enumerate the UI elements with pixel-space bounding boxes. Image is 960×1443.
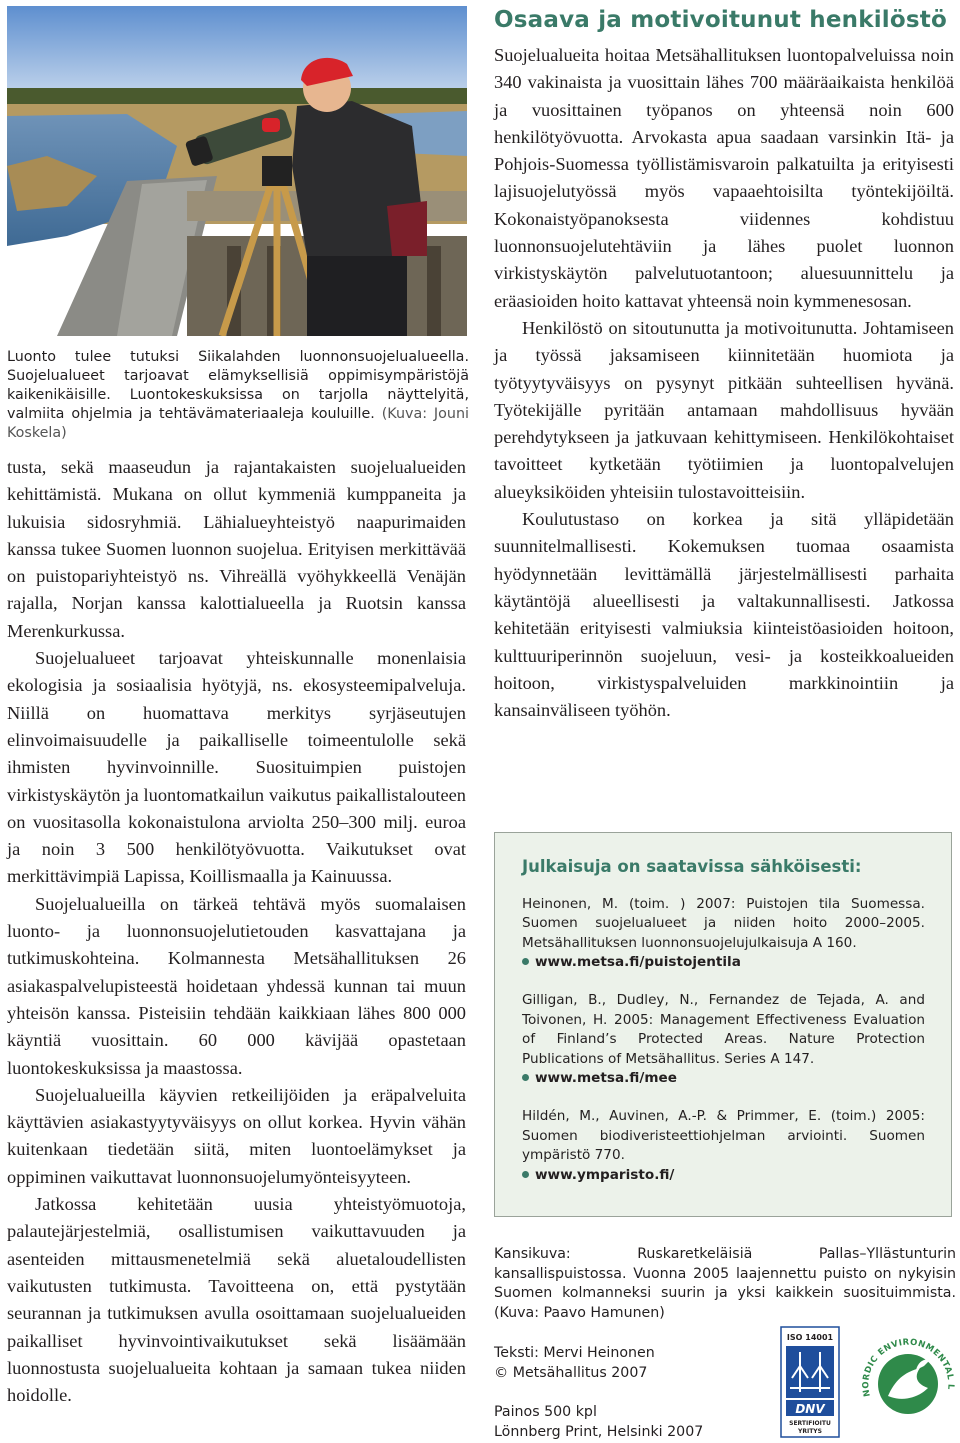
iso-number-text: ISO 14001: [786, 1333, 834, 1342]
right-paragraph-1: Suojelualueita hoitaa Metsähallituksen luontopalveluissa noin 340 vakinaista ja vuosittain lähes 700 määräaikaista henkilöä ja vuosittainen työpanos on yhteensä noin 600 henkilötyövuotta. Arvokasta apua saadaan varsinkin Itä- ja Pohjois-Suomessa työllistämisvaroin palkatuilta ja erityisesti lajisuojelutyössä myös vapaaehtoisilta työntekijöiltä. Kokonaistyöpanoksesta viidennes kohdistuu luonnonsuojelutehtäviin ja lähes puolet luonnon virkistyskäytön palvelutuotantoon; aluesuunnittelu ja eräasioiden hoito kattavat yhteensä noin kymmenesosan.: [494, 45, 954, 311]
iso-bottom-text-2: YRITYS: [798, 1428, 822, 1435]
bullet-dot-icon: [522, 1171, 529, 1178]
photo-caption: [7, 348, 469, 443]
dnv-brand-text: DNV: [795, 1402, 825, 1416]
cover-photo-note: Kansikuva: Ruskaretkeläisiä Pallas–Yllästunturin kansallispuistossa. Vuonna 2005 laajennettu puisto on nykyisin Suomen kolmanneksi suurin ja yksi kaikkein suosituimmista. (Kuva: Paavo Hamunen): [494, 1246, 956, 1321]
print-count: Painos 500 kpl: [494, 1404, 597, 1420]
publication-text: Hildén, M., Auvinen, A.-P. & Primmer, E. (toim.) 2005: Suomen biodiveristeettiohjelman arviointi. Suomen ympäristö 770.: [522, 1107, 925, 1164]
left-paragraph-2: Suojelualueet tarjoavat yhteiskunnalle monenlaisia ekologisia ja sosiaalisia hyötyjä, ns. ekosysteemipalveluja. Niillä on huomattava merkitys syrjäseutujen elinvoimaisuudelle ja paikalliselle toimeentulolle sekä ihmisten hyvinvoinnille. Suosituimpien puistojen virkistyskäytön ja luontomatkailun vaikutus paikallistalouteen on vuositasolla kokonaistulona arviolta 250–300 milj. euroa ja noin 3 500 henkilötyövuotta. Vaikutukset ovat merkittävimpiä Lapissa, Koillismaalla ja Kainuussa.: [7, 648, 466, 887]
iso-bottom-text-1: SERTIFIOITU: [789, 1420, 831, 1427]
left-paragraph-1: tusta, sekä maaseudun ja rajantakaisten suojelualueiden kehittämistä. Mukana on ollut kymmeniä kumppaneita ja lukuisia sidosryhmiä. Lähialueyhteistyö naapurimaiden kanssa tukee Suomen luonnon suojelua. Erityisen merkittävää on puistopariyhteistyö ns. Vihreällä vyöhykkeellä Venäjän rajalla, Norjan kanssa kalottialueella ja Ruotsin kanssa Merenkurkussa.: [7, 457, 466, 641]
publication-link[interactable]: [522, 1069, 925, 1089]
publication-link[interactable]: [522, 953, 925, 973]
nordic-label-text: NORDIC ENVIRONMENTAL L: [861, 1337, 956, 1398]
bullet-dot-icon: [522, 1074, 529, 1081]
publication-link-text[interactable]: www.ymparisto.fi/: [535, 1166, 675, 1183]
left-paragraph-3: Suojelualueilla on tärkeä tehtävä myös suomalaisen luonto- ja luonnonsuojelutietouden kasvattajana ja tutkimuskohteina. Kolmannesta Metsähallituksen 26 asiakaspalvelupisteestä hoidetaan yhdessä kunnan tai muun yhteisön kanssa. Pisteisiin tehdään kaikkiaan lähes 800 000 käyntiä vuosittain. 60 000 kävijää opastetaan luontokeskuksissa ja maastossa.: [7, 893, 466, 1078]
publication-link-text[interactable]: www.metsa.fi/mee: [535, 1070, 677, 1087]
publication-link[interactable]: [522, 1166, 925, 1186]
publication-text: Gilligan, B., Dudley, N., Fernandez de Tejada, A. and Toivonen, H. 2005: Management Effectiveness Evaluation of Finland’s Protected Areas. Nature Protection Publications of Metsähallitus. Series A 147.: [522, 991, 925, 1067]
left-paragraph-5: Jatkossa kehitetään uusia yhteistyömuotoja, palautejärjestelmiä, osallistumisen vaikuttavuuden ja asenteiden mittausmenetelmiä sekä aluetaloudellisten vaikutusten tutkimusta. Tavoitteena on, että pystytään seurannan ja tutkimuksen avulla osoittamaan suojelualueiden paikalliset hyvinvointivaikutukset sekä lisäämään luonnostusta suojelualueita kohtaan ja samaan tukea niiden hoidolle.: [7, 1194, 466, 1406]
left-paragraph-4: Suojelualueilla käyvien retkeilijöiden ja eräpalveluita käyttävien asiakastyytyväisyys on ollut korkea. Hyvin vähän kuitenkaan tiedetään siitä, miten luontoelämykset ja oppiminen vaikuttavat luonnonsuojelumyönteisyyteen.: [7, 1084, 466, 1187]
publication-link-text[interactable]: www.metsa.fi/puistojentila: [535, 954, 741, 971]
publication-text: Heinonen, M. (toim. ) 2007: Puistojen tila Suomessa. Suomen suojelualueet ja niiden hoito 2000–2005. Metsähallituksen luonnonsuojelujulkaisuja A 160.: [522, 895, 925, 951]
caption-credit: (Kuva: Jouni Koskela): [7, 406, 469, 441]
nordic-swan-ecolabel-logo: [858, 1326, 956, 1430]
right-column-text: [494, 42, 954, 724]
copyright-text: © Metsähallitus 2007: [494, 1364, 648, 1381]
publication-item: [522, 991, 925, 1089]
printer-name: Lönnberg Print, Helsinki 2007: [494, 1423, 704, 1440]
bullet-dot-icon: [522, 958, 529, 965]
publication-item: [522, 895, 925, 973]
right-paragraph-2: Henkilöstö on sitoutunutta ja motivoitunutta. Johtamiseen ja työssä jaksamiseen kiinnitetään huomiota ja työtyytyväisyys on pysynyt pitkään suhteellisen hyvänä. Työtekijälle pyritään antamaan mahdollisuus hyvään perehdytykseen ja jatkuvaan kehittymiseen. Henkilökohtaiset tavoitteet kytketään työtiimien ja luontopalvelujen alueyksiköiden yhteisiin tulostavoitteisiin.: [494, 317, 954, 502]
publication-item: [522, 1107, 925, 1185]
author-text: Teksti: Mervi Heinonen: [494, 1345, 655, 1361]
publications-title: Julkaisuja on saatavissa sähköisesti:: [522, 857, 862, 876]
caption-text: Luonto tulee tutuksi Siikalahden luonnonsuojelualueella. Suojelualueet tarjoavat elämyksellisiä oppimisympäristöjä kaikenikäisille. Luontokeskuksissa on tarjolla näyttelyitä, valmiita ohjelmia ja tehtävämateriaaleja kouluille.: [7, 349, 469, 422]
nature-photo: [7, 6, 467, 336]
iso-certification-logo: [780, 1326, 840, 1438]
left-column-text: [7, 454, 466, 1409]
publications-box: [494, 832, 952, 1217]
right-paragraph-3: Koulutustaso on korkea ja sitä ylläpidetään suunnitelmallisesti. Kokemuksen tuomaa osaamista hyödynnetään levittämällä järjestelmällisesti parhaita käytäntöjä alueellisesti ja valtakunnallisesti. Jatkossa kehitetään erityisesti valmiuksia kiinteistöasioiden hoitoon, kulttuuriperinnön suojeluun, vesi- ja kosteikkoalueiden hoitoon, virkistyspalveluiden markkinointiin ja kansainväliseen työhön.: [494, 509, 954, 721]
section-heading: Osaava ja motivoitunut henkilöstö: [494, 7, 947, 33]
birdwatching-child-photo: [7, 6, 467, 336]
